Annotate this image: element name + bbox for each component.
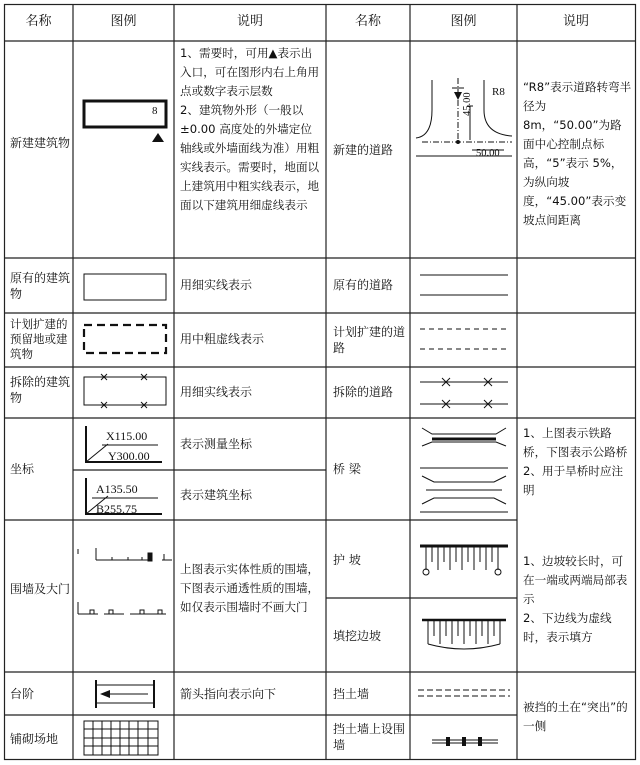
name-slope: 护 坡 bbox=[333, 553, 361, 567]
existing-road-symbol bbox=[412, 262, 516, 310]
building-a-value: A135.50 bbox=[96, 482, 138, 496]
header-name-right: 名称 bbox=[354, 14, 381, 29]
desc-building-coordinate: 表示建筑坐标 bbox=[180, 488, 253, 502]
name-new-road: 新建的道路 bbox=[333, 143, 394, 157]
building-b-value: B255.75 bbox=[96, 502, 138, 516]
desc-new-building: 1、需要时，可用▲表示出入口，可在图形内右上角用点或数字表示层数 2、建筑物外形（一般以±0.00 高度处的外墙定位轴线或外墙面线为准）用粗实线表示。需要时，地面以上建筑用中粗实线表示，地面以下建筑用细虚线表示 bbox=[180, 46, 320, 212]
desc-existing-building: 用细实线表示 bbox=[180, 278, 253, 292]
retaining-wall-symbol bbox=[412, 678, 516, 712]
name-planned-road: 计划扩建的道路 bbox=[333, 325, 406, 355]
header-desc-left: 说明 bbox=[236, 14, 263, 29]
desc-planned-building: 用中粗虚线表示 bbox=[180, 332, 265, 346]
name-demolished-road: 拆除的道路 bbox=[333, 385, 394, 399]
existing-building-symbol bbox=[78, 266, 172, 308]
desc-bridge: 1、上图表示铁路桥，下图表示公路桥 2、用于旱桥时应注明 bbox=[523, 426, 628, 497]
name-coordinates: 坐标 bbox=[10, 462, 35, 476]
name-new-building: 新建建筑物 bbox=[10, 136, 71, 150]
name-planned-building: 计划扩建的预留地或建筑物 bbox=[10, 317, 68, 361]
name-bridge: 桥 梁 bbox=[333, 462, 361, 476]
survey-x-value: X115.00 bbox=[106, 429, 148, 443]
name-existing-building: 原有的建筑物 bbox=[10, 271, 71, 301]
header-legend-right: 图例 bbox=[450, 14, 477, 29]
desc-retaining-wall: 被挡的土在“突出”的一侧 bbox=[523, 700, 628, 733]
header-legend-left: 图例 bbox=[110, 14, 137, 29]
desc-steps: 箭头指向表示向下 bbox=[180, 687, 277, 701]
name-wall-gate: 围墙及大门 bbox=[10, 582, 71, 596]
cut-fill-symbol bbox=[412, 610, 516, 656]
new-road-distance-label: 50.00 bbox=[476, 148, 500, 159]
planned-building-symbol bbox=[78, 318, 172, 362]
desc-slope: 1、边坡较长时，可在一端或两端局部表示 2、下边线为虚线时，表示填方 bbox=[523, 554, 628, 644]
bridge-symbol bbox=[412, 420, 516, 518]
new-building-symbol bbox=[78, 96, 172, 146]
planned-road-symbol bbox=[412, 316, 516, 364]
wall-gate-symbol bbox=[76, 540, 174, 630]
desc-survey-coordinate: 表示测量坐标 bbox=[180, 437, 253, 451]
name-steps: 台阶 bbox=[10, 687, 35, 701]
new-road-radius-label: R8 bbox=[492, 86, 505, 98]
name-retaining-wall: 挡土墙 bbox=[333, 687, 370, 701]
new-building-floor-number: 8 bbox=[152, 105, 158, 117]
name-paved-site: 铺砌场地 bbox=[10, 732, 59, 746]
retaining-wall-fence-symbol bbox=[412, 722, 516, 758]
demolished-building-symbol bbox=[78, 370, 172, 414]
desc-demolished-building: 用细实线表示 bbox=[180, 385, 253, 399]
new-road-elev-label: 45.00 bbox=[462, 92, 473, 116]
name-retaining-wall-fence: 挡土墙上设围墙 bbox=[333, 722, 406, 752]
name-cut-fill: 填挖边坡 bbox=[333, 629, 382, 643]
desc-new-road: “R8”表示道路转弯半径为 8m，“50.00”为路面中心控制点标高，“5”表示 5%，为纵向坡度，“45.00”表示变坡点间距离 bbox=[523, 80, 632, 227]
name-existing-road: 原有的道路 bbox=[333, 278, 394, 292]
demolished-road-symbol bbox=[412, 370, 516, 416]
survey-y-value: Y300.00 bbox=[108, 449, 150, 463]
name-demolished-building: 拆除的建筑物 bbox=[10, 375, 71, 405]
paved-site-symbol bbox=[78, 718, 172, 758]
slope-symbol bbox=[412, 540, 516, 580]
header-desc-right: 说明 bbox=[562, 14, 589, 29]
desc-wall-gate: 上图表示实体性质的围墙，下图表示通透性质的围墙，如仅表示围墙时不画大门 bbox=[180, 562, 320, 614]
header-name-left: 名称 bbox=[25, 14, 52, 29]
steps-symbol bbox=[78, 676, 172, 712]
